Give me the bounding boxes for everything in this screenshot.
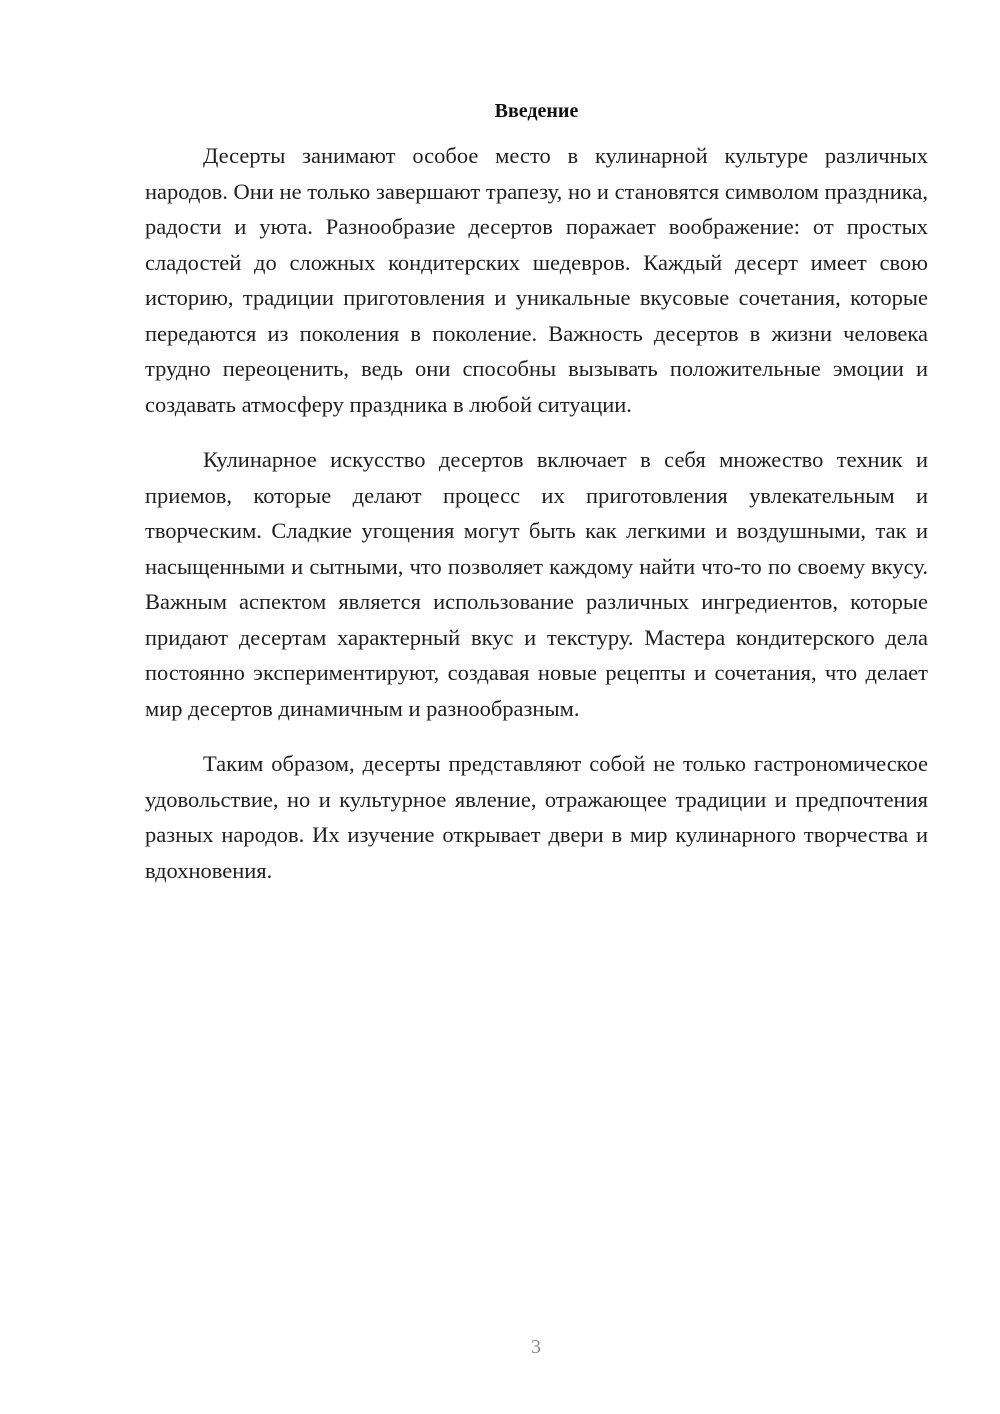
section-title: Введение [494, 100, 579, 122]
paragraph-3: Таким образом, десерты представляют собой не только гастрономическое удовольствие, но и культурное явление, отражающее традиции и предпочтения разных народов. Их изучение открывает двери в мир кулинарного творчества и вдохновения. [145, 751, 928, 883]
page-number: 3 [531, 1336, 541, 1358]
paragraph-1: Десерты занимают особое место в кулинарной культуре различных народов. Они не только завершают трапезу, но и становятся символом праздника, радости и уюта. Разнообразие десертов поражает воображение: от простых сладостей до сложных кондитерских шедевров. Каждый десерт имеет свою историю, традиции приготовления и уникальные вкусовые сочетания, которые передаются из поколения в поколение. Важность десертов в жизни человека трудно переоценить, ведь они способны вызывать положительные эмоции и создавать атмосферу праздника в любой ситуации. [145, 143, 928, 417]
paragraph-2: Кулинарное искусство десертов включает в себя множество техник и приемов, которые делают процесс их приготовления увлекательным и творческим. Сладкие угощения могут быть как легкими и воздушными, так и насыщенными и сытными, что позволяет каждому найти что-то по своему вкусу. Важным аспектом является использование различных ингредиентов, которые придают десертам характерный вкус и текстуру. Мастера кондитерского дела постоянно экспериментируют, создавая новые рецепты и сочетания, что делает мир десертов динамичным и разнообразным. [145, 447, 928, 721]
page-content [145, 96, 928, 908]
